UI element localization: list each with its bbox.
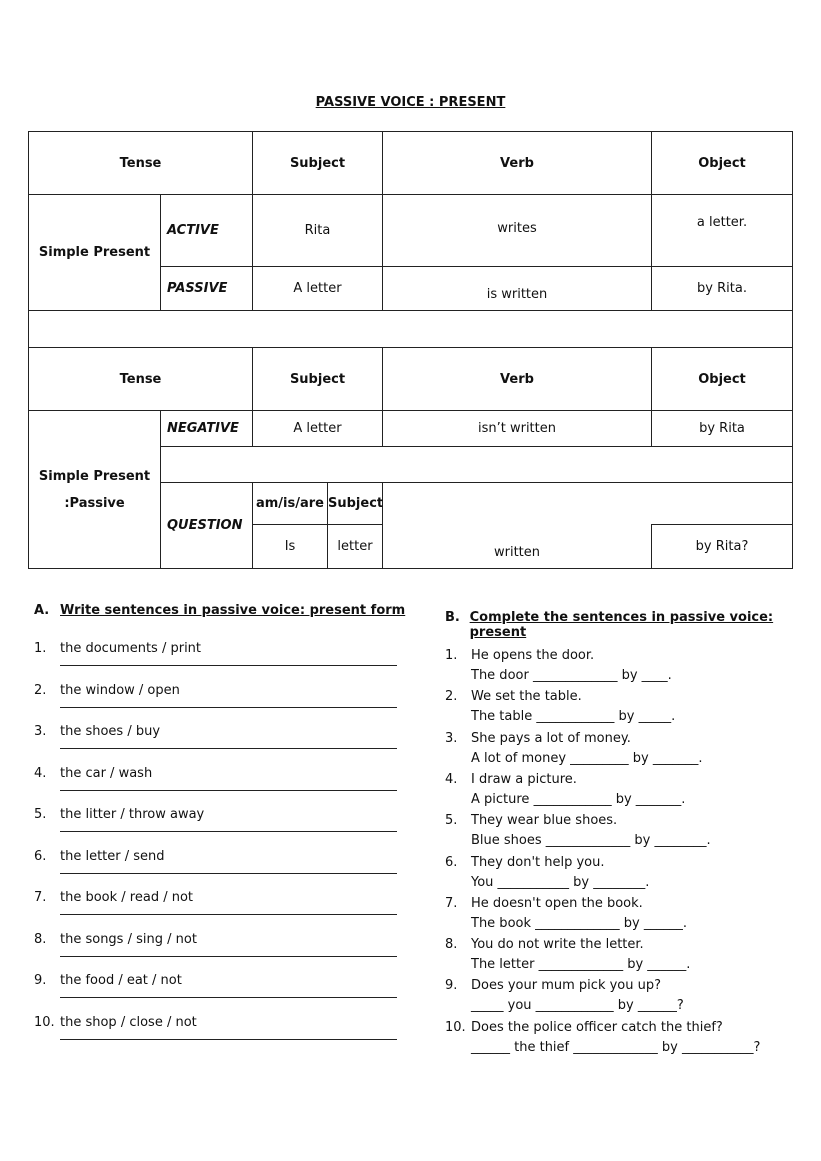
exercise-a-instruction: Write sentences in passive voice: present form [60, 603, 406, 618]
table2-tense-line2: :Passive [64, 495, 125, 511]
exercise-a-letter: A. [34, 603, 50, 618]
table2-tense-line1: Simple Present [38, 468, 151, 484]
table2-header-verb: Verb [383, 348, 652, 411]
negative-subject: A letter [253, 411, 383, 447]
item-number: 9. [445, 978, 458, 994]
item-prompt: the shoes / buy [60, 724, 161, 739]
item-number: 5. [34, 807, 47, 822]
item-question: Does your mum pick you up? [471, 978, 662, 994]
table-spacer-row [29, 311, 793, 348]
item-answer-template[interactable]: A picture ____________ by _______. [471, 791, 686, 807]
negative-label: NEGATIVE [161, 411, 253, 447]
item-prompt: the food / eat / not [60, 973, 182, 988]
item-number: 4. [445, 771, 458, 787]
item-number: 1. [34, 641, 47, 656]
grammar-table [28, 131, 793, 569]
item-prompt: the shop / close / not [60, 1014, 197, 1030]
question-col2: letter [328, 525, 383, 569]
item-answer-template[interactable]: The table ____________ by _____. [471, 709, 676, 725]
answer-line[interactable] [60, 748, 397, 749]
item-number: 7. [445, 895, 458, 911]
exercise-a-heading [34, 603, 414, 618]
item-number: 6. [34, 848, 47, 864]
question-col2-header: Subject [328, 483, 383, 525]
question-object: by Rita? [652, 525, 793, 569]
item-number: 3. [445, 730, 458, 746]
answer-line[interactable] [60, 831, 397, 832]
negative-verb: isn’t written [383, 411, 652, 447]
table1-header-row [29, 132, 793, 195]
exercise-b-letter: B. [445, 610, 460, 625]
passive-object: by Rita. [652, 267, 793, 311]
active-verb: writes [383, 195, 652, 267]
question-empty-cell [383, 483, 793, 525]
table2-header-row [29, 348, 793, 411]
passive-verb: is written [383, 267, 652, 311]
exercise-b [445, 610, 815, 1055]
item-number: 10. [34, 1014, 55, 1030]
item-question: We set the table. [471, 689, 582, 705]
answer-line[interactable] [60, 956, 397, 957]
item-question: Does the police officer catch the thief? [471, 1019, 723, 1035]
item-prompt: the book / read / not [60, 890, 194, 905]
item-number: 9. [34, 973, 47, 988]
answer-line[interactable] [60, 914, 397, 915]
answer-line[interactable] [60, 665, 397, 666]
active-object: a letter. [652, 195, 793, 267]
answer-line[interactable] [60, 707, 397, 708]
item-number: 3. [34, 724, 47, 739]
item-answer-template[interactable]: The door _____________ by ____. [471, 668, 672, 683]
passive-subject: A letter [253, 267, 383, 311]
item-question: They don't help you. [471, 854, 605, 870]
table2-header-object: Object [652, 348, 793, 411]
exercise-b-heading [445, 610, 815, 640]
spacer-cell [29, 311, 793, 348]
item-number: 1. [445, 648, 458, 663]
table1-tense-cell: Simple Present [29, 195, 161, 311]
item-number: 2. [445, 689, 458, 705]
item-number: 8. [445, 937, 458, 953]
negative-object: by Rita [652, 411, 793, 447]
item-number: 4. [34, 765, 47, 781]
table1-header-verb: Verb [383, 132, 652, 195]
item-number: 6. [445, 854, 458, 870]
item-prompt: the car / wash [60, 765, 153, 781]
table1-active-row [29, 195, 793, 267]
item-number: 5. [445, 813, 458, 829]
item-question: You do not write the letter. [471, 937, 644, 953]
item-question: He opens the door. [471, 648, 595, 663]
item-prompt: the letter / send [60, 848, 165, 864]
negative-row [29, 411, 793, 447]
item-answer-template[interactable]: Blue shoes _____________ by ________. [471, 833, 711, 849]
page-title: PASSIVE VOICE : PRESENT [315, 95, 506, 110]
question-col1: Is [253, 525, 328, 569]
item-number: 7. [34, 890, 47, 905]
answer-line[interactable] [60, 873, 397, 874]
blank-cell [161, 447, 793, 483]
item-number: 10. [445, 1019, 466, 1035]
exercise-a [34, 603, 414, 1030]
item-answer-template[interactable]: The letter _____________ by ______. [471, 957, 691, 973]
item-question: I draw a picture. [471, 771, 577, 787]
item-question: She pays a lot of money. [471, 730, 631, 746]
question-verb: written [383, 525, 652, 569]
active-subject: Rita [253, 195, 383, 267]
item-prompt: the window / open [60, 682, 180, 698]
item-answer-template[interactable]: You ___________ by ________. [471, 874, 650, 890]
table1-header-tense: Tense [29, 132, 253, 195]
item-prompt: the litter / throw away [60, 807, 205, 822]
answer-line[interactable] [60, 1039, 397, 1040]
table2-header-tense: Tense [29, 348, 253, 411]
item-number: 8. [34, 931, 47, 947]
item-question: They wear blue shoes. [471, 813, 618, 829]
item-answer-template[interactable]: ______ the thief _____________ by ___________? [471, 1039, 761, 1055]
exercise-b-instruction: Complete the sentences in passive voice: present [469, 610, 774, 640]
item-answer-template[interactable]: The book _____________ by ______. [471, 915, 687, 931]
table1-header-object: Object [652, 132, 793, 195]
table2-tense-cell [29, 411, 161, 569]
active-label: ACTIVE [161, 195, 253, 267]
table1-header-subject: Subject [253, 132, 383, 195]
item-answer-template[interactable]: A lot of money _________ by _______. [471, 750, 703, 766]
answer-line[interactable] [60, 790, 397, 791]
item-question: He doesn't open the book. [471, 895, 643, 911]
item-prompt: the songs / sing / not [60, 931, 197, 947]
answer-line[interactable] [60, 997, 397, 998]
item-answer-template[interactable]: _____ you ____________ by ______? [471, 998, 684, 1014]
question-label: QUESTION [161, 483, 253, 569]
table2-header-subject: Subject [253, 348, 383, 411]
item-number: 2. [34, 682, 47, 698]
question-col1-header: am/is/are [253, 483, 328, 525]
item-prompt: the documents / print [60, 641, 202, 656]
passive-label: PASSIVE [161, 267, 253, 311]
